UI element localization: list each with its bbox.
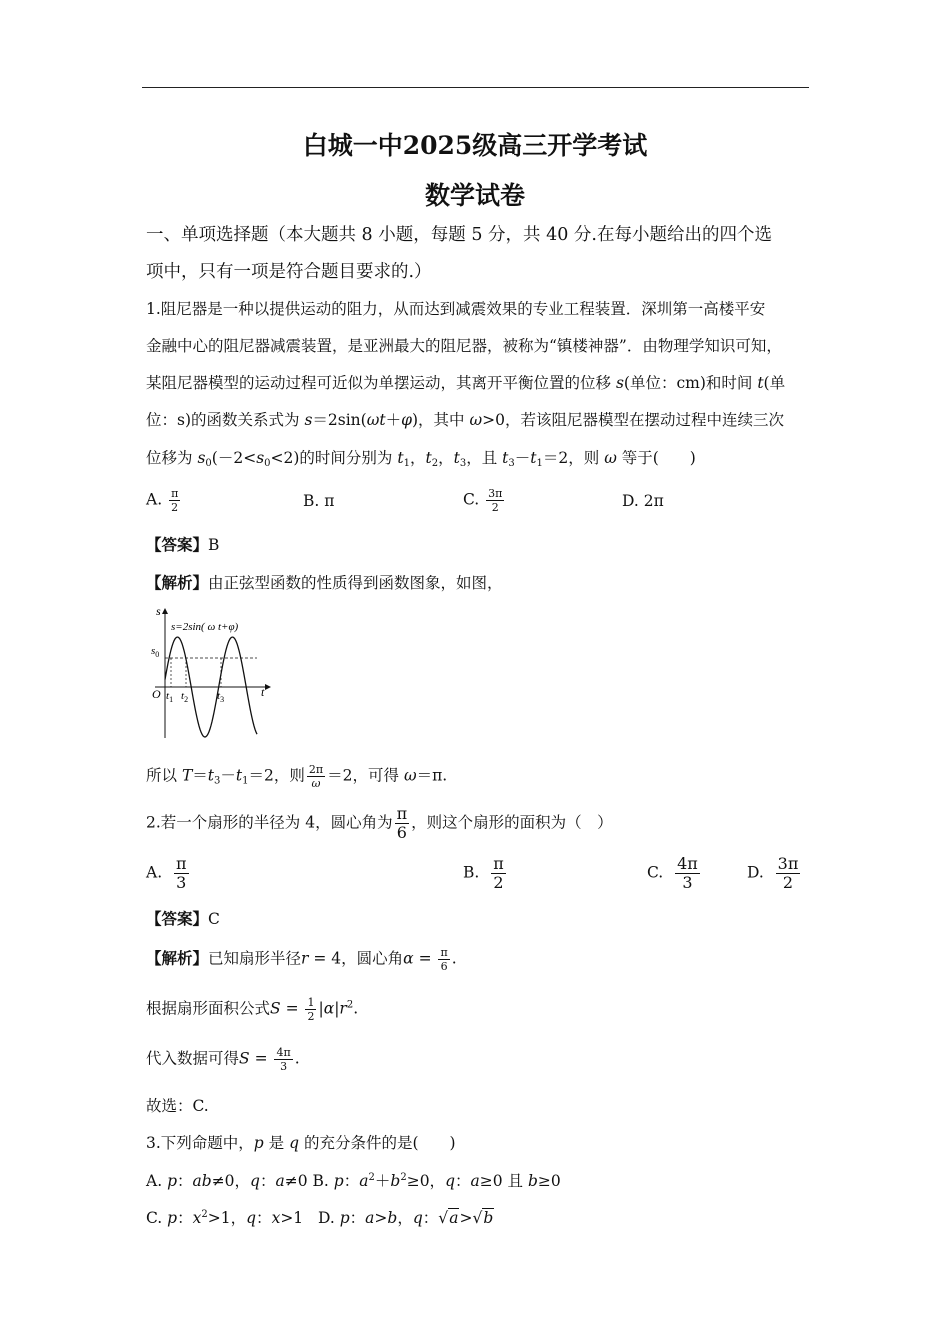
curve-formula: s=2sin( ω t+φ) [171, 621, 239, 633]
q2-option-a[interactable]: A. $\frac{\pi}{3}$ [146, 854, 187, 892]
section-heading-line2: 项中，只有一项是符合题目要求的.） [146, 262, 432, 282]
q1-option-a[interactable]: A. $\frac{\pi}{2}$ [146, 487, 179, 514]
q3-options-ab [146, 1171, 561, 1191]
exam-subtitle: 数学试卷 [424, 181, 525, 210]
q2-stem: 2.若一个扇形的半径为 4，圆心角为 $\frac{\pi}{6}$ ，则这个扇形的面积为（ ） [146, 804, 613, 842]
q1-stem-line5: 位移为 $s_0(-2<s_0<2)$的时间分别为 $t_1$，$t_2$，$t_3$，且 $t_3-t_1=2$，则 ω 等于( ) [146, 449, 696, 469]
q1-conclusion: 所以 $T=t_3-t_1=2$，则 $\frac{2\pi}{\omega}$ ＝2，可得 ω＝π. [146, 763, 448, 790]
q3-stem: 3.下列命题中，p 是 q 的充分条件的是( ) [146, 1134, 456, 1152]
section-heading-line1: 一、单项选择题（本大题共 8 小题，每题 5 分，共 40 分.在每小题给出的四个选 [146, 225, 772, 245]
q1-option-b[interactable]: B. π [303, 492, 335, 510]
q2-option-b[interactable]: B. $\frac{\pi}{2}$ [463, 854, 504, 892]
q3-option-b[interactable]: B. p：$a^2+b^2\ge 0$，q：a≥0 且 b≥0 [312, 1172, 561, 1190]
q3-option-a[interactable]: A. p：ab≠0，q：a≠0 [146, 1172, 308, 1190]
q1-answer: 【答案】B [146, 535, 220, 554]
q2-final: 故选：C. [146, 1097, 209, 1115]
q2-analysis: 【解析】已知扇形半径r = 4，圆心角α = $\frac{\pi}{6}$ . [146, 946, 457, 973]
q1-stem-line3: 某阻尼器模型的运动过程可近似为单摆运动，其离开平衡位置的位移 s(单位：cm)和时间 t(单 [146, 374, 786, 392]
t1-label: $t_1$ [166, 690, 174, 704]
t3-label: $t_3$ [217, 690, 225, 704]
q3-option-d[interactable]: D. p：a>b，q：√a>√b [317, 1209, 494, 1227]
q3-option-c[interactable]: C. p：$x^2>1$，q：x>1 [146, 1209, 304, 1227]
origin-label: O [152, 687, 161, 701]
q1-analysis: 【解析】由正弦型函数的性质得到函数图象，如图， [146, 573, 503, 592]
q3-options-cd [146, 1208, 494, 1228]
s-axis-label: s [156, 604, 161, 618]
t-axis-label: t [261, 685, 265, 699]
exam-title: 白城一中2025级高三开学考试 [302, 131, 648, 160]
q1-stem-line4: 位：s)的函数关系式为 s＝2sin(ωt＋φ)，其中 ω>0，若该阻尼器模型在摆动过程中连续三次 [146, 411, 784, 429]
q2-option-d[interactable]: D. $\frac{3\pi}{2}$ [747, 854, 799, 892]
q1-option-c[interactable]: C. $\frac{3\pi}{2}$ [463, 487, 503, 514]
q2-substitution: 代入数据可得S = $\frac{4\pi}{3}$ . [146, 1046, 300, 1073]
q2-answer: 【答案】C [146, 909, 220, 928]
q1-stem-line1: 1.阻尼器是一种以提供运动的阻力，从而达到减震效果的专业工程装置．深圳第一高楼平安 [146, 300, 766, 318]
q2-option-c[interactable]: C. $\frac{4\pi}{3}$ [647, 854, 698, 892]
q1-stem-line2: 金融中心的阻尼器减震装置，是亚洲最大的阻尼器，被称为“镇楼神器”．由物理学知识可知， [146, 337, 782, 355]
header-rule [142, 87, 809, 88]
s0-label: $s_0$ [151, 645, 160, 659]
q2-formula: 根据扇形面积公式S = $\frac{1}{2}$ $|\alpha|r^2$. [146, 996, 359, 1023]
sine-graph [145, 603, 280, 743]
q1-option-d[interactable]: D. 2π [622, 492, 664, 510]
t2-label: $t_2$ [181, 690, 189, 704]
